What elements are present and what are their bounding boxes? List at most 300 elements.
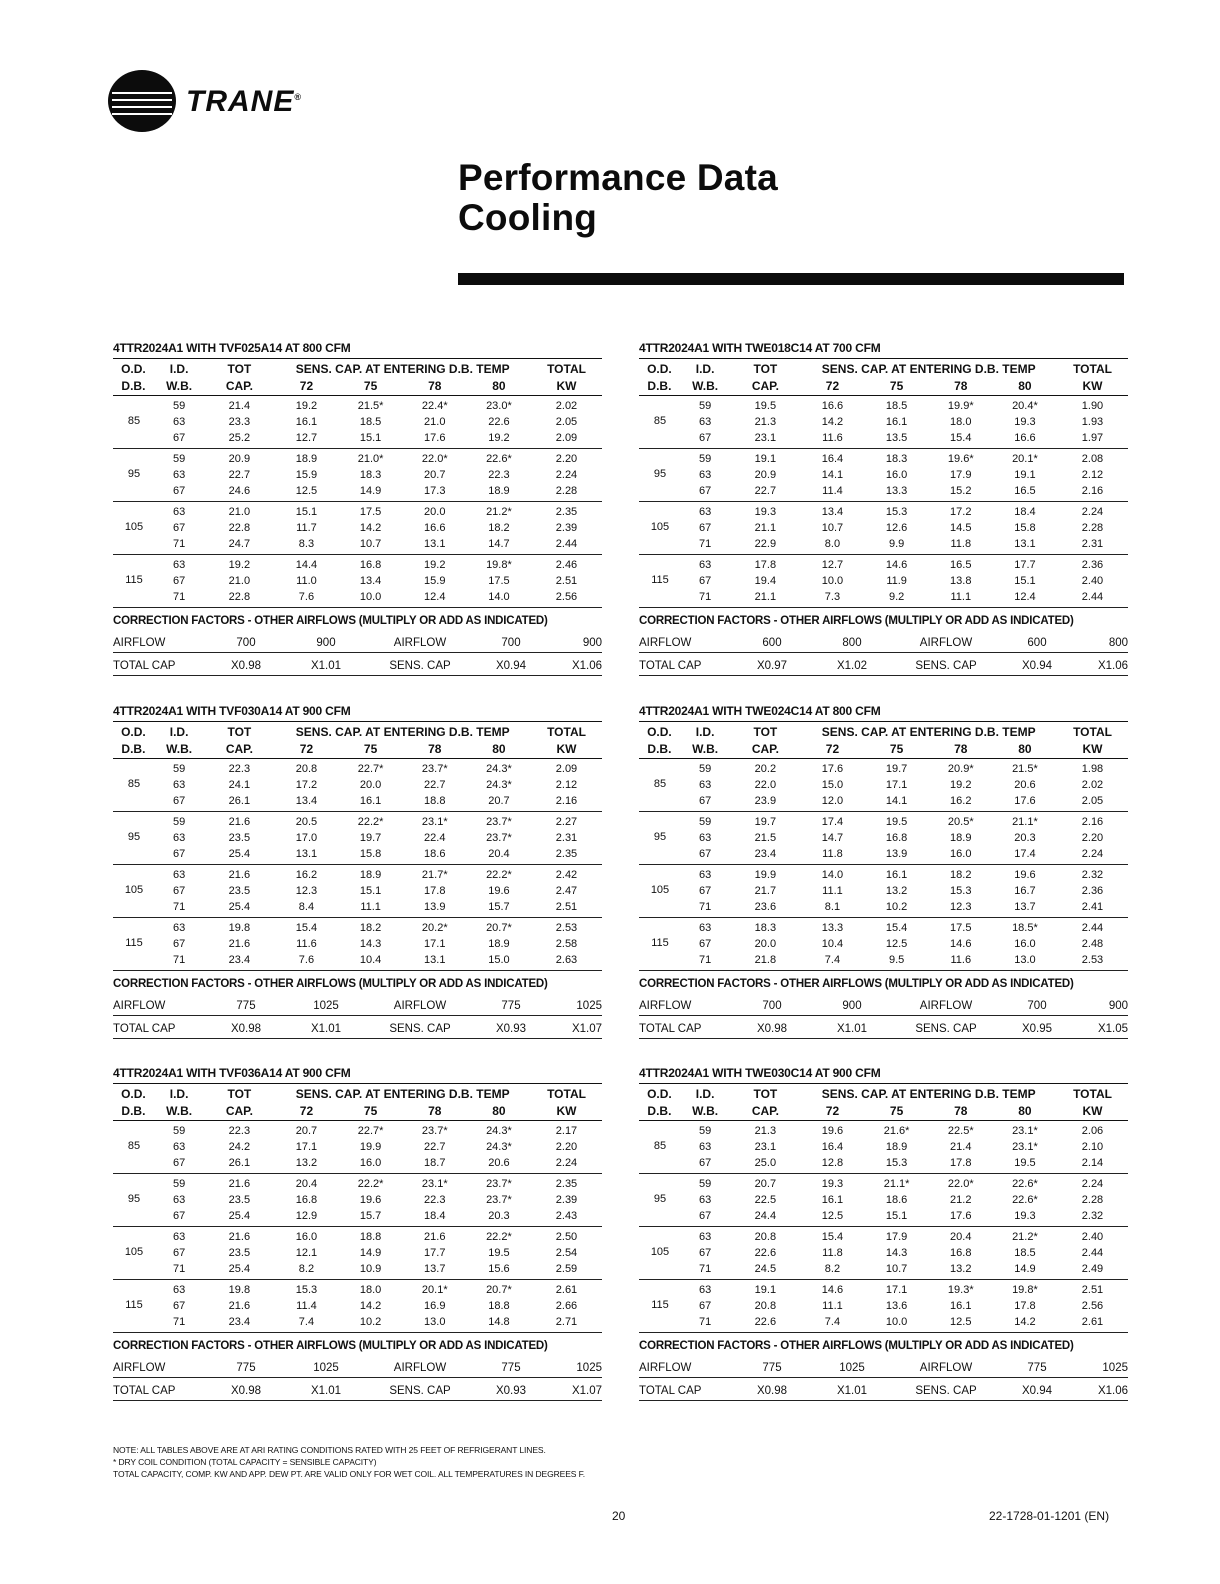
airflow-row bbox=[639, 630, 1128, 653]
table-cell: 24.1 bbox=[228, 779, 251, 791]
table-cell: 22.6* bbox=[1012, 1194, 1038, 1206]
od-group bbox=[639, 502, 1128, 555]
table-cell: 2.09 bbox=[555, 432, 578, 444]
table-cell: 10.7 bbox=[885, 1263, 908, 1275]
factor-value: X0.98 bbox=[230, 660, 262, 672]
col-total: TOTAL bbox=[547, 724, 586, 739]
table-cell: 16.1 bbox=[359, 795, 382, 807]
table-cell: 8.3 bbox=[298, 538, 315, 550]
table-cell: 71 bbox=[172, 954, 186, 966]
col-temp: 75 bbox=[363, 741, 378, 756]
airflow-value: 800 bbox=[1108, 637, 1128, 649]
col-wb: W.B. bbox=[166, 1103, 193, 1118]
od-value: 105 bbox=[650, 521, 670, 533]
od-value: 115 bbox=[651, 574, 669, 586]
performance-table bbox=[113, 1064, 602, 1401]
table-row bbox=[639, 952, 1128, 968]
table-cell: 63 bbox=[698, 869, 712, 881]
table-cell: 10.4 bbox=[359, 954, 382, 966]
table-cell: 16.6 bbox=[1014, 432, 1036, 444]
col-id: I.D. bbox=[169, 361, 189, 376]
title-rule bbox=[458, 273, 1124, 285]
col-temp: 72 bbox=[825, 378, 840, 393]
table-cell: 18.4 bbox=[1014, 506, 1036, 518]
table-cell: 2.63 bbox=[555, 954, 578, 966]
table-cell: 16.0 bbox=[950, 848, 972, 860]
table-cell: 24.2 bbox=[228, 1141, 251, 1153]
table-cell: 63 bbox=[172, 559, 186, 571]
table-cell: 13.4 bbox=[821, 506, 844, 518]
table-cell: 19.7 bbox=[885, 763, 908, 775]
table-cell: 10.9 bbox=[359, 1263, 382, 1275]
table-cell: 67 bbox=[698, 1247, 712, 1259]
table-cell: 63 bbox=[172, 1284, 186, 1296]
table-cell: 2.12 bbox=[1081, 469, 1104, 481]
table-cell: 20.2* bbox=[421, 922, 448, 934]
table-row bbox=[639, 430, 1128, 446]
table-cell: 17.4 bbox=[1014, 848, 1036, 860]
table-header bbox=[639, 1083, 1128, 1121]
table-cell: 16.6 bbox=[821, 400, 844, 412]
table-row bbox=[639, 467, 1128, 483]
airflow-label: AIRFLOW bbox=[919, 637, 973, 649]
table-row bbox=[639, 536, 1128, 552]
table-cell: 11.8 bbox=[822, 848, 843, 860]
table-cell: 21.3 bbox=[754, 1125, 777, 1137]
table-cell: 2.59 bbox=[555, 1263, 578, 1275]
table-cell: 20.7 bbox=[424, 469, 446, 481]
table-cell: 18.2 bbox=[488, 522, 510, 534]
table-cell: 21.0* bbox=[357, 453, 384, 465]
table-cell: 18.3 bbox=[885, 453, 908, 465]
table-cell: 15.1 bbox=[885, 1210, 908, 1222]
page-title bbox=[458, 158, 778, 238]
col-sens: SENS. CAP. AT ENTERING D.B. TEMP bbox=[295, 1086, 510, 1101]
table-cell: 22.5* bbox=[947, 1125, 974, 1137]
table-row bbox=[113, 1298, 602, 1314]
table-cell: 14.9 bbox=[1014, 1263, 1036, 1275]
table-cell: 21.6 bbox=[228, 1300, 251, 1312]
table-cell: 14.9 bbox=[359, 1247, 382, 1259]
table-cell: 63 bbox=[698, 779, 712, 791]
table-cell: 16.1 bbox=[885, 869, 908, 881]
airflow-value: 775 bbox=[236, 1000, 256, 1012]
table-cell: 24.5 bbox=[754, 1263, 777, 1275]
table-cell: 59 bbox=[172, 816, 186, 828]
table-row bbox=[113, 467, 602, 483]
col-wb: W.B. bbox=[166, 378, 193, 393]
table-cell: 11.6 bbox=[822, 432, 843, 444]
table-cell: 2.20 bbox=[1081, 832, 1104, 844]
table-cell: 14.2 bbox=[1014, 1316, 1036, 1328]
table-cell: 18.9 bbox=[885, 1141, 908, 1153]
table-cell: 59 bbox=[172, 400, 186, 412]
table-cell: 17.9 bbox=[950, 469, 972, 481]
col-temp: 80 bbox=[1018, 741, 1032, 756]
table-cell: 14.2 bbox=[359, 522, 382, 534]
col-tot: TOT bbox=[227, 361, 252, 376]
table-cell: 59 bbox=[172, 1178, 186, 1190]
table-cell: 24.3* bbox=[486, 779, 512, 791]
table-cell: 21.6 bbox=[228, 1178, 251, 1190]
table-cell: 13.7 bbox=[424, 1263, 446, 1275]
table-cell: 67 bbox=[698, 1210, 712, 1222]
col-wb: W.B. bbox=[692, 741, 719, 756]
table-row bbox=[113, 1261, 602, 1277]
table-row bbox=[639, 830, 1128, 846]
col-total: TOTAL bbox=[1073, 361, 1112, 376]
table-cell: 17.9 bbox=[885, 1231, 908, 1243]
trane-globe-icon bbox=[108, 70, 176, 132]
table-cell: 16.8 bbox=[885, 832, 908, 844]
table-cell: 2.49 bbox=[1081, 1263, 1104, 1275]
table-cell: 21.5 bbox=[754, 832, 777, 844]
table-cell: 2.61 bbox=[1081, 1316, 1104, 1328]
table-cell: 17.5 bbox=[488, 575, 510, 587]
table-cell: 20.9* bbox=[947, 763, 974, 775]
table-cell: 21.4 bbox=[228, 400, 251, 412]
table-cell: 13.5 bbox=[885, 432, 908, 444]
table-row bbox=[639, 867, 1128, 883]
table-cell: 71 bbox=[698, 954, 712, 966]
table-cell: 2.51 bbox=[1081, 1284, 1104, 1296]
table-cell: 13.0 bbox=[1014, 954, 1036, 966]
title-line-2: Cooling bbox=[458, 197, 598, 238]
correction-title: CORRECTION FACTORS - OTHER AIRFLOWS (MULTIPLY OR ADD AS INDICATED) bbox=[639, 978, 1074, 990]
table-cell: 13.2 bbox=[950, 1263, 972, 1275]
table-cell: 16.0 bbox=[359, 1157, 382, 1169]
table-cell: 7.4 bbox=[824, 1316, 841, 1328]
correction-title: CORRECTION FACTORS - OTHER AIRFLOWS (MULTIPLY OR ADD AS INDICATED) bbox=[639, 615, 1074, 627]
table-cell: 15.9 bbox=[295, 469, 318, 481]
table-cell: 16.4 bbox=[821, 1141, 844, 1153]
airflow-value: 600 bbox=[762, 637, 782, 649]
table-cell: 23.5 bbox=[228, 1194, 251, 1206]
col-db: D.B. bbox=[647, 741, 672, 756]
od-group bbox=[113, 396, 602, 449]
table-cell: 7.4 bbox=[824, 954, 841, 966]
table-row bbox=[113, 814, 602, 830]
table-cell: 2.39 bbox=[555, 1194, 578, 1206]
table-cell: 2.54 bbox=[555, 1247, 578, 1259]
airflow-label: AIRFLOW bbox=[113, 1000, 166, 1012]
od-value: 115 bbox=[125, 574, 143, 586]
table-cell: 20.7* bbox=[486, 1284, 512, 1296]
table-cell: 19.4 bbox=[754, 575, 777, 587]
factor-row bbox=[113, 653, 602, 676]
table-row bbox=[113, 589, 602, 605]
table-cell: 13.9 bbox=[885, 848, 908, 860]
table-cell: 2.20 bbox=[555, 1141, 578, 1153]
table-row bbox=[639, 1229, 1128, 1245]
od-value: 105 bbox=[650, 1246, 670, 1258]
table-row bbox=[639, 483, 1128, 499]
table-cell: 15.8 bbox=[359, 848, 382, 860]
table-cell: 15.7 bbox=[359, 1210, 382, 1222]
table-cell: 22.0 bbox=[754, 779, 777, 791]
table-cell: 23.7* bbox=[486, 1194, 512, 1206]
table-cell: 23.1* bbox=[421, 1178, 448, 1190]
airflow-value: 1025 bbox=[576, 1000, 602, 1012]
col-total: TOTAL bbox=[547, 361, 586, 376]
table-row bbox=[113, 1176, 602, 1192]
table-row bbox=[639, 451, 1128, 467]
table-cell: 2.27 bbox=[555, 816, 578, 828]
od-value: 95 bbox=[127, 1193, 141, 1205]
table-cell: 16.6 bbox=[424, 522, 446, 534]
col-db: D.B. bbox=[121, 378, 146, 393]
table-row bbox=[113, 899, 602, 915]
table-cell: 12.5 bbox=[885, 938, 908, 950]
table-row bbox=[113, 414, 602, 430]
airflow-label: AIRFLOW bbox=[639, 1000, 692, 1012]
table-cell: 21.6 bbox=[228, 1231, 251, 1243]
table-cell: 22.3 bbox=[488, 469, 510, 481]
table-cell: 9.9 bbox=[888, 538, 905, 550]
od-value: 105 bbox=[650, 884, 670, 896]
table-cell: 67 bbox=[172, 432, 186, 444]
table-cell: 18.9 bbox=[950, 832, 972, 844]
col-temp: 72 bbox=[825, 1103, 840, 1118]
table-cell: 18.2 bbox=[359, 922, 382, 934]
col-temp: 80 bbox=[1018, 1103, 1032, 1118]
table-cell: 59 bbox=[698, 1125, 712, 1137]
table-cell: 21.2 bbox=[950, 1194, 972, 1206]
table-cell: 12.4 bbox=[1014, 591, 1036, 603]
table-cell: 2.44 bbox=[555, 538, 578, 550]
total-cap-label: TOTAL CAP bbox=[113, 1385, 176, 1397]
airflow-label: AIRFLOW bbox=[393, 1000, 447, 1012]
table-row bbox=[639, 589, 1128, 605]
table-header bbox=[639, 721, 1128, 759]
correction-title: CORRECTION FACTORS - OTHER AIRFLOWS (MULTIPLY OR ADD AS INDICATED) bbox=[113, 615, 548, 627]
table-cell: 2.05 bbox=[555, 416, 578, 428]
table-cell: 18.8 bbox=[359, 1231, 382, 1243]
table-cell: 21.6 bbox=[228, 938, 251, 950]
col-sens: SENS. CAP. AT ENTERING D.B. TEMP bbox=[821, 1086, 1036, 1101]
table-cell: 13.1 bbox=[424, 954, 446, 966]
table-cell: 20.7 bbox=[488, 795, 510, 807]
col-total: TOTAL bbox=[547, 1086, 586, 1101]
table-cell: 15.2 bbox=[950, 485, 972, 497]
airflow-label: AIRFLOW bbox=[113, 1362, 166, 1374]
table-cell: 15.8 bbox=[1014, 522, 1036, 534]
table-cell: 18.9 bbox=[488, 485, 510, 497]
table-cell: 2.31 bbox=[555, 832, 578, 844]
sens-cap-label: SENS. CAP bbox=[915, 660, 977, 672]
table-cell: 11.1 bbox=[822, 885, 843, 897]
factor-value: X1.01 bbox=[310, 1385, 342, 1397]
table-cell: 67 bbox=[698, 795, 712, 807]
table-cell: 19.6* bbox=[947, 453, 974, 465]
col-od: O.D. bbox=[121, 724, 146, 739]
table-cell: 18.7 bbox=[424, 1157, 446, 1169]
table-cell: 59 bbox=[172, 763, 186, 775]
table-row bbox=[113, 573, 602, 589]
table-cell: 2.61 bbox=[555, 1284, 578, 1296]
table-cell: 21.6* bbox=[883, 1125, 910, 1137]
table-cell: 59 bbox=[172, 1125, 186, 1137]
table-cell: 14.7 bbox=[488, 538, 510, 550]
table-row bbox=[639, 777, 1128, 793]
table-cell: 22.2* bbox=[357, 816, 384, 828]
table-cell: 71 bbox=[698, 1316, 712, 1328]
od-group bbox=[639, 1227, 1128, 1280]
table-cell: 14.6 bbox=[885, 559, 908, 571]
table-cell: 13.1 bbox=[424, 538, 446, 550]
table-cell: 15.4 bbox=[885, 922, 908, 934]
od-value: 95 bbox=[653, 1193, 667, 1205]
table-cell: 23.1* bbox=[1012, 1141, 1038, 1153]
table-title: 4TTR2024A1 WITH TVF036A14 AT 900 CFM bbox=[113, 1066, 351, 1080]
table-cell: 21.2* bbox=[486, 506, 512, 518]
sens-cap-label: SENS. CAP bbox=[389, 660, 451, 672]
table-cell: 2.36 bbox=[1081, 885, 1104, 897]
table-cell: 19.5 bbox=[1014, 1157, 1036, 1169]
table-row bbox=[113, 846, 602, 862]
od-group bbox=[113, 449, 602, 502]
table-cell: 23.4 bbox=[228, 1316, 251, 1328]
table-cell: 2.02 bbox=[1081, 779, 1104, 791]
od-group bbox=[113, 759, 602, 812]
table-cell: 21.4 bbox=[950, 1141, 972, 1153]
factor-value: X1.01 bbox=[310, 1023, 342, 1035]
table-cell: 2.24 bbox=[555, 1157, 578, 1169]
col-temp: 75 bbox=[889, 378, 904, 393]
factor-value: X0.98 bbox=[230, 1023, 262, 1035]
table-cell: 2.35 bbox=[555, 1178, 578, 1190]
table-cell: 20.3 bbox=[488, 1210, 510, 1222]
table-cell: 2.48 bbox=[1081, 938, 1104, 950]
table-cell: 67 bbox=[698, 848, 712, 860]
total-cap-label: TOTAL CAP bbox=[639, 1023, 702, 1035]
table-cell: 17.6 bbox=[1014, 795, 1036, 807]
table-cell: 18.5 bbox=[1014, 1247, 1036, 1259]
airflow-value: 775 bbox=[501, 1000, 521, 1012]
col-temp: 75 bbox=[889, 741, 904, 756]
correction-title: CORRECTION FACTORS - OTHER AIRFLOWS (MULTIPLY OR ADD AS INDICATED) bbox=[113, 1340, 548, 1352]
table-cell: 16.2 bbox=[950, 795, 972, 807]
table-cell: 15.1 bbox=[295, 506, 318, 518]
table-cell: 59 bbox=[698, 1178, 712, 1190]
table-cell: 14.9 bbox=[359, 485, 382, 497]
table-row bbox=[639, 1314, 1128, 1330]
table-row bbox=[639, 761, 1128, 777]
table-cell: 23.7* bbox=[421, 1125, 448, 1137]
col-temp: 78 bbox=[428, 1103, 442, 1118]
factor-value: X0.95 bbox=[1021, 1023, 1053, 1035]
table-cell: 15.3 bbox=[885, 506, 908, 518]
table-cell: 20.4 bbox=[950, 1231, 972, 1243]
col-temp: 72 bbox=[299, 741, 314, 756]
table-cell: 2.47 bbox=[555, 885, 578, 897]
od-value: 85 bbox=[653, 778, 667, 790]
table-cell: 63 bbox=[172, 869, 186, 881]
table-cell: 16.0 bbox=[295, 1231, 318, 1243]
airflow-row bbox=[113, 630, 602, 653]
table-cell: 23.7* bbox=[421, 763, 448, 775]
table-cell: 17.1 bbox=[295, 1141, 318, 1153]
factor-value: X0.94 bbox=[1021, 660, 1053, 672]
airflow-value: 1025 bbox=[1102, 1362, 1128, 1374]
airflow-value: 1025 bbox=[313, 1000, 339, 1012]
table-cell: 21.6 bbox=[228, 869, 251, 881]
table-cell: 20.2 bbox=[754, 763, 777, 775]
table-title: 4TTR2024A1 WITH TWE024C14 AT 800 CFM bbox=[639, 704, 881, 718]
table-cell: 2.40 bbox=[1081, 575, 1104, 587]
table-row bbox=[639, 1155, 1128, 1171]
airflow-row bbox=[639, 1355, 1128, 1378]
table-cell: 15.3 bbox=[950, 885, 972, 897]
table-cell: 19.8 bbox=[228, 922, 251, 934]
table-cell: 14.0 bbox=[821, 869, 844, 881]
table-cell: 71 bbox=[172, 591, 186, 603]
table-cell: 20.7 bbox=[754, 1178, 777, 1190]
table-cell: 63 bbox=[172, 469, 186, 481]
table-cell: 17.8 bbox=[950, 1157, 972, 1169]
od-group bbox=[113, 918, 602, 971]
table-cell: 67 bbox=[698, 575, 712, 587]
table-cell: 67 bbox=[172, 1157, 186, 1169]
factor-value: X0.98 bbox=[756, 1023, 788, 1035]
table-cell: 2.09 bbox=[555, 763, 578, 775]
table-cell: 14.5 bbox=[950, 522, 972, 534]
col-kw: KW bbox=[1082, 741, 1103, 756]
table-row bbox=[113, 883, 602, 899]
table-cell: 22.2* bbox=[357, 1178, 384, 1190]
col-tot: TOT bbox=[753, 724, 778, 739]
table-cell: 20.0 bbox=[359, 779, 382, 791]
table-cell: 21.6 bbox=[228, 816, 251, 828]
table-cell: 13.7 bbox=[1014, 901, 1036, 913]
table-cell: 10.4 bbox=[821, 938, 844, 950]
table-cell: 15.1 bbox=[1014, 575, 1036, 587]
table-cell: 2.16 bbox=[1081, 485, 1104, 497]
table-cell: 14.3 bbox=[359, 938, 382, 950]
col-temp: 80 bbox=[1018, 378, 1032, 393]
table-cell: 13.1 bbox=[1014, 538, 1036, 550]
table-cell: 22.7 bbox=[424, 779, 446, 791]
factor-value: X0.97 bbox=[756, 660, 788, 672]
performance-table bbox=[639, 339, 1128, 676]
table-cell: 19.5 bbox=[488, 1247, 510, 1259]
table-cell: 2.20 bbox=[555, 453, 578, 465]
table-cell: 11.6 bbox=[950, 954, 972, 966]
table-cell: 13.3 bbox=[885, 485, 908, 497]
table-cell: 67 bbox=[698, 1157, 712, 1169]
od-value: 95 bbox=[127, 468, 141, 480]
table-row bbox=[113, 1208, 602, 1224]
table-row bbox=[113, 1314, 602, 1330]
col-temp: 78 bbox=[954, 378, 968, 393]
table-row bbox=[639, 1192, 1128, 1208]
table-cell: 2.36 bbox=[1081, 559, 1104, 571]
table-cell: 17.7 bbox=[424, 1247, 446, 1259]
factor-value: X1.06 bbox=[1097, 1385, 1128, 1397]
table-title: 4TTR2024A1 WITH TVF030A14 AT 900 CFM bbox=[113, 704, 351, 718]
table-cell: 59 bbox=[172, 453, 186, 465]
airflow-label: AIRFLOW bbox=[393, 1362, 447, 1374]
sens-cap-label: SENS. CAP bbox=[915, 1385, 977, 1397]
od-group bbox=[639, 759, 1128, 812]
od-group bbox=[113, 865, 602, 918]
table-cell: 23.1* bbox=[1012, 1125, 1038, 1137]
table-cell: 20.9 bbox=[754, 469, 777, 481]
col-id: I.D. bbox=[169, 724, 189, 739]
table-cell: 16.1 bbox=[821, 1194, 844, 1206]
table-cell: 21.7 bbox=[754, 885, 777, 897]
table-cell: 22.9 bbox=[754, 538, 777, 550]
